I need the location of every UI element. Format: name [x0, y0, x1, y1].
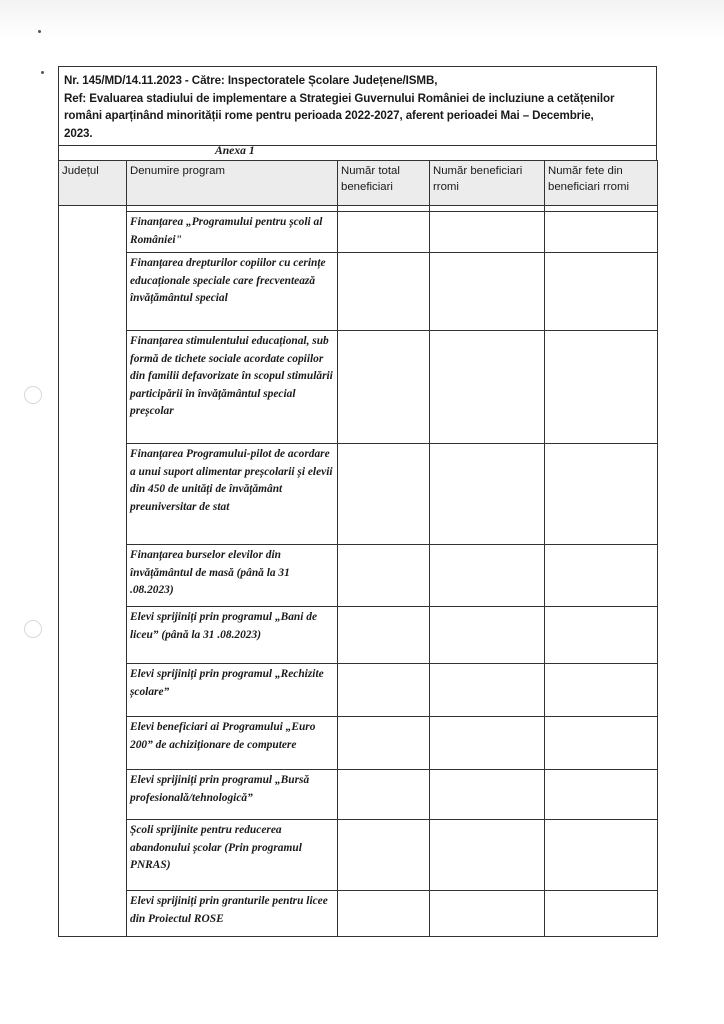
- roma-beneficiaries-cell[interactable]: [430, 891, 545, 937]
- program-name-cell: Finanțarea burselor elevilor din învățământul de masă (până la 31 .08.2023): [127, 545, 338, 607]
- letter-ref-line: Ref: Evaluarea stadiului de implementare a Strategiei Guvernului României de incluziune a cetățenilor: [64, 91, 615, 105]
- scan-shadow: [0, 0, 724, 40]
- program-name-cell: Elevi sprijiniți prin programul „Bani de liceu” (până la 31 .08.2023): [127, 607, 338, 664]
- roma-beneficiaries-cell[interactable]: [430, 820, 545, 891]
- program-name-cell: Finanțarea Programului-pilot de acordare a unui suport alimentar preșcolarii și elevii din 450 de unități de învățământ preuniversitar de stat: [127, 444, 338, 545]
- header-roma-girls: Număr fete din beneficiari rromi: [545, 161, 658, 206]
- roma-beneficiaries-cell[interactable]: [430, 770, 545, 820]
- table-row: [59, 607, 658, 664]
- roma-girls-cell[interactable]: [545, 664, 658, 717]
- header-county: Județul: [59, 161, 127, 206]
- program-name-cell: Finanțarea „Programului pentru școli al României": [127, 212, 338, 253]
- total-beneficiaries-cell[interactable]: [338, 664, 430, 717]
- roma-beneficiaries-cell[interactable]: [430, 607, 545, 664]
- program-name-cell: Elevi sprijiniți prin programul „Bursă profesională/tehnologică”: [127, 770, 338, 820]
- roma-girls-cell[interactable]: [545, 820, 658, 891]
- punch-hole-mark: [24, 386, 42, 404]
- roma-beneficiaries-cell[interactable]: [430, 545, 545, 607]
- table-row: [59, 820, 658, 891]
- program-name-cell: Finanțarea stimulentului educațional, sub formă de tichete sociale acordate copiilor din familii defavorizate în scopul stimulării participării în învățământul special preșcolar: [127, 331, 338, 444]
- roma-beneficiaries-cell[interactable]: [430, 212, 545, 253]
- scan-speck: [38, 30, 41, 33]
- program-name-cell: Elevi sprijiniți prin programul „Rechizite școlare”: [127, 664, 338, 717]
- table-row: [59, 253, 658, 331]
- roma-girls-cell[interactable]: [545, 891, 658, 937]
- total-beneficiaries-cell[interactable]: [338, 444, 430, 545]
- punch-hole-mark: [24, 620, 42, 638]
- roma-girls-cell[interactable]: [545, 212, 658, 253]
- table-row: [59, 664, 658, 717]
- table-row: [59, 717, 658, 770]
- county-cell[interactable]: [59, 206, 127, 937]
- table-row: [59, 545, 658, 607]
- roma-girls-cell[interactable]: [545, 253, 658, 331]
- table-row: [59, 891, 658, 937]
- beneficiaries-table: [58, 160, 658, 937]
- roma-beneficiaries-cell[interactable]: [430, 444, 545, 545]
- roma-beneficiaries-cell[interactable]: [430, 717, 545, 770]
- header-total-beneficiaries: Număr total beneficiari: [338, 161, 430, 206]
- roma-girls-cell[interactable]: [545, 331, 658, 444]
- program-name-cell: Școli sprijinite pentru reducerea abandonului școlar (Prin programul PNRAS): [127, 820, 338, 891]
- total-beneficiaries-cell[interactable]: [338, 891, 430, 937]
- annex-title-row: [58, 146, 657, 160]
- total-beneficiaries-cell[interactable]: [338, 212, 430, 253]
- program-name-cell: Elevi beneficiari ai Programului „Euro 200” de achiziționare de computere: [127, 717, 338, 770]
- table-row: [59, 444, 658, 545]
- program-name-cell: Elevi sprijiniți prin granturile pentru licee din Proiectul ROSE: [127, 891, 338, 937]
- roma-beneficiaries-cell[interactable]: [430, 664, 545, 717]
- roma-girls-cell[interactable]: [545, 717, 658, 770]
- total-beneficiaries-cell[interactable]: [338, 770, 430, 820]
- total-beneficiaries-cell[interactable]: [338, 607, 430, 664]
- table-header-row: [59, 161, 658, 206]
- program-name-cell: Finanțarea drepturilor copiilor cu cerințe educaționale speciale care frecventează învățământul special: [127, 253, 338, 331]
- annex-label: Anexa 1: [215, 144, 255, 157]
- scan-speck: [41, 71, 44, 74]
- roma-girls-cell[interactable]: [545, 545, 658, 607]
- total-beneficiaries-cell[interactable]: [338, 253, 430, 331]
- header-roma-beneficiaries: Număr beneficiari rromi: [430, 161, 545, 206]
- total-beneficiaries-cell[interactable]: [338, 820, 430, 891]
- table-row: [59, 770, 658, 820]
- header-program-name: Denumire program: [127, 161, 338, 206]
- roma-girls-cell[interactable]: [545, 444, 658, 545]
- letter-ref-line: 2023.: [64, 126, 93, 140]
- letter-number-line: Nr. 145/MD/14.11.2023 - Către: Inspectoratele Școlare Județene/ISMB,: [64, 74, 438, 87]
- letter-header: [58, 66, 657, 146]
- roma-beneficiaries-cell[interactable]: [430, 253, 545, 331]
- total-beneficiaries-cell[interactable]: [338, 545, 430, 607]
- table-row: [59, 212, 658, 253]
- total-beneficiaries-cell[interactable]: [338, 717, 430, 770]
- roma-girls-cell[interactable]: [545, 607, 658, 664]
- roma-girls-cell[interactable]: [545, 770, 658, 820]
- letter-ref-line: români aparținând minorității rome pentru perioada 2022-2027, aferent perioadei Mai – Decembrie,: [64, 109, 594, 122]
- total-beneficiaries-cell[interactable]: [338, 331, 430, 444]
- roma-beneficiaries-cell[interactable]: [430, 331, 545, 444]
- table-row: [59, 331, 658, 444]
